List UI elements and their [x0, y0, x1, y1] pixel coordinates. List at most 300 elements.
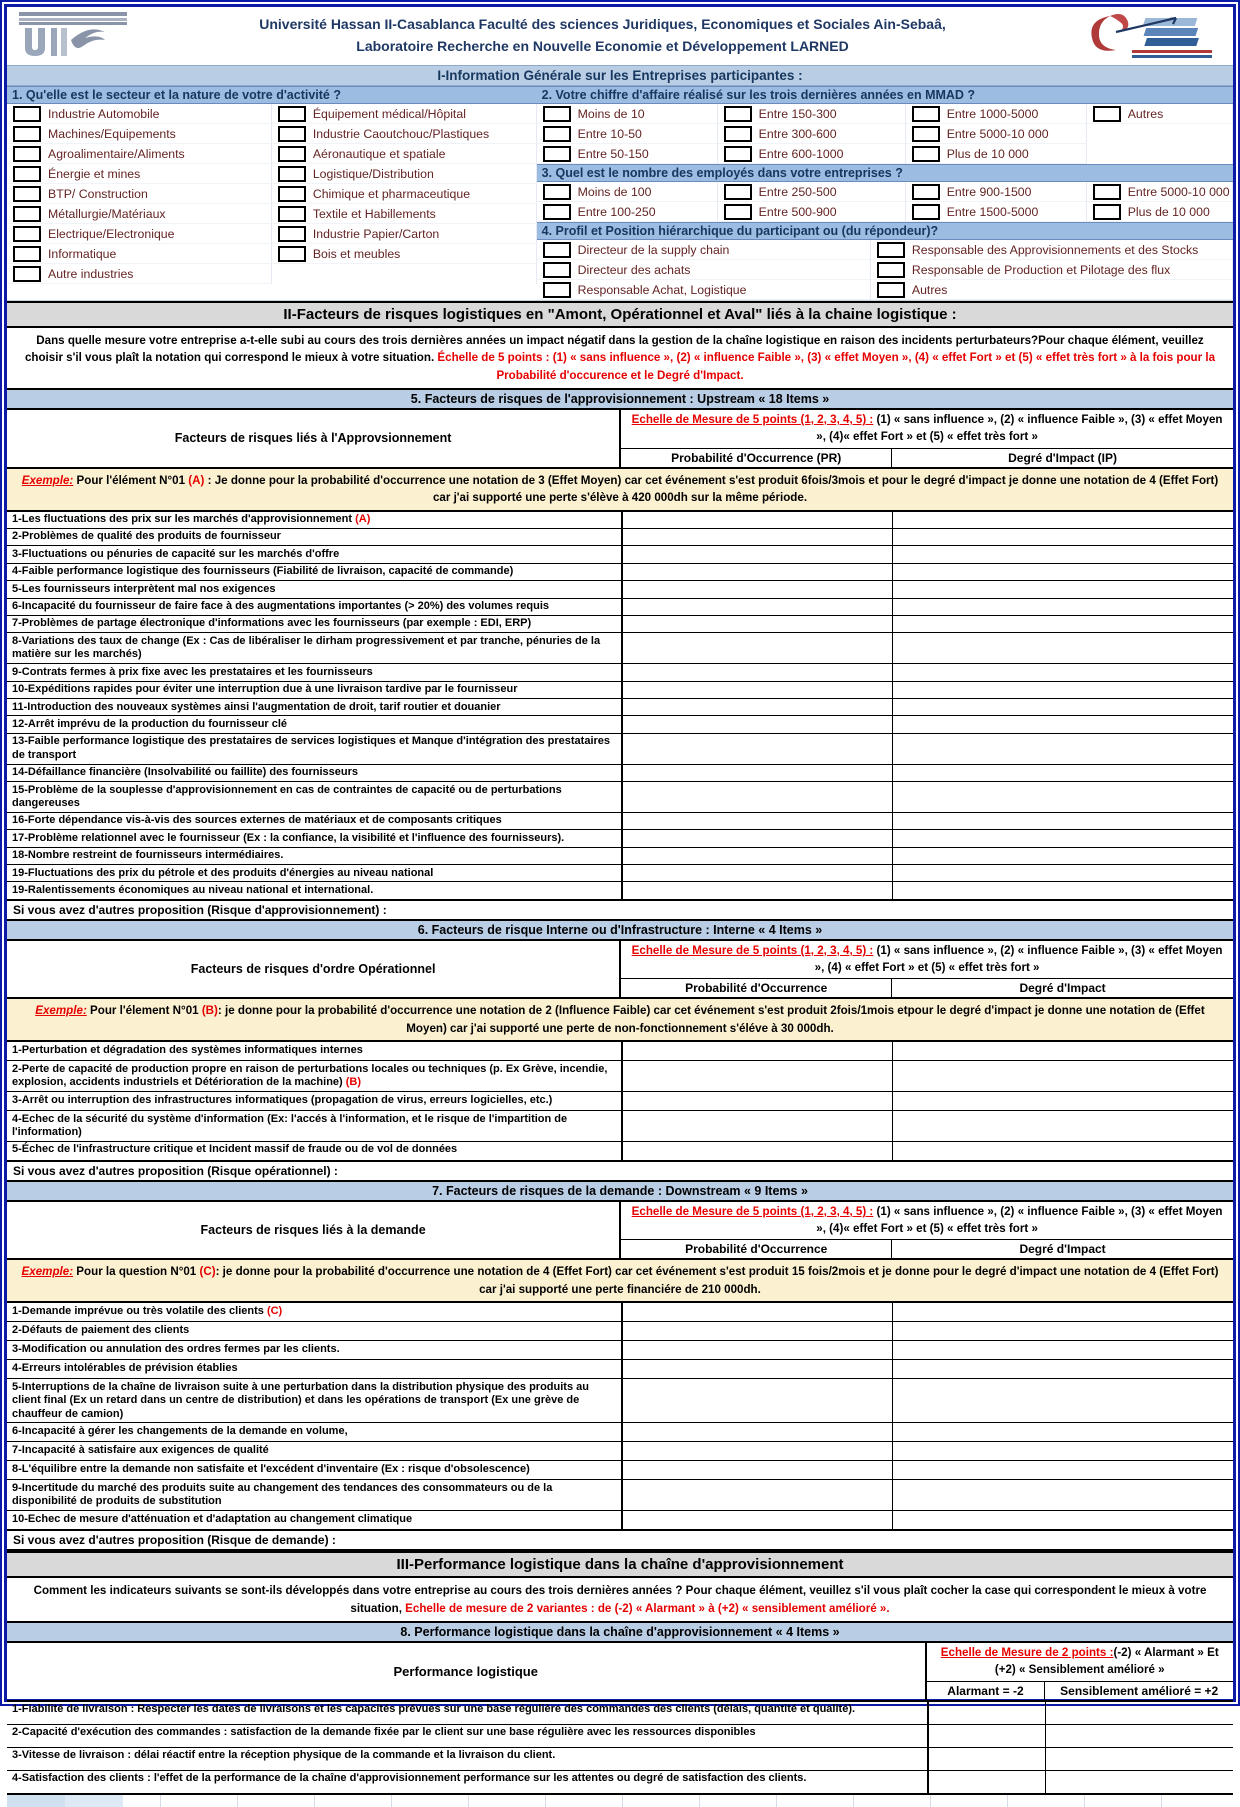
table7-probability-cell-3[interactable]	[621, 1341, 892, 1359]
table7-impact-cell-10[interactable]	[892, 1511, 1233, 1529]
table8-scale-red: Echelle de Mesure de 2 points :	[940, 1646, 1114, 1660]
table8-row-2	[7, 1725, 1233, 1748]
table5-impact-cell-4[interactable]	[892, 564, 1233, 580]
table6-probability-cell-1[interactable]	[621, 1042, 892, 1060]
q1-left-checkbox-6[interactable]	[13, 206, 41, 222]
q4-left-checkbox-1[interactable]	[543, 242, 571, 258]
table6-row-3	[7, 1092, 1233, 1111]
table7-band: 7. Facteurs de risques de la demande : Downstream « 9 Items »	[7, 1182, 1233, 1202]
table6-row-label: 3-Arrêt ou interruption des infrastructures informatiques (propagation de virus, erreurs logicielles, etc.)	[12, 1093, 553, 1106]
q1-right-option	[272, 164, 537, 184]
q2-c4-option-label: Autres	[1127, 106, 1164, 121]
table5-scale-header	[621, 410, 1233, 449]
table8-left-header: Performance logistique	[7, 1643, 927, 1700]
table6-example	[7, 999, 1233, 1042]
table5-impact-cell-12[interactable]	[892, 716, 1233, 732]
table5-row-14	[7, 765, 1233, 782]
q1-left-option	[7, 244, 272, 264]
q1-left-checkbox-9[interactable]	[13, 266, 41, 282]
table7-scale-red: Echelle de Mesure de 5 points (1, 2, 3, 4, 5) :	[631, 1204, 874, 1218]
section-ii-intro-black: Dans quelle mesure votre entreprise a-t-elle subi au cours des trois dernières années un impact négatif dans la gestion de la chaîne logistique en raison des incidents perturbateurs?Pour chaque élément, veuillez choisir s'il vous plaît la notation qui correspond le mieux à votre situation.	[24, 334, 1204, 365]
q3-c3-option	[906, 202, 1087, 222]
table5-row-label: 17-Problème relationnel avec le fournisseur (Ex : la confiance, la visibilité et l'influence des fournisseurs).	[12, 831, 565, 844]
table7-impact-cell-5[interactable]	[892, 1379, 1233, 1422]
example-text: Pour l'élement N°01	[86, 1004, 202, 1018]
table7-probability-cell-5[interactable]	[621, 1379, 892, 1422]
table7-impact-cell-6[interactable]	[892, 1423, 1233, 1441]
questions-2-3-4	[537, 86, 1233, 300]
q4-right-checkbox-2[interactable]	[877, 262, 905, 278]
table5-example	[7, 469, 1233, 512]
table5-row-label: 5-Les fournisseurs interprètent mal nos exigences	[12, 582, 276, 595]
table7-probability-cell-8[interactable]	[621, 1461, 892, 1479]
table8-alarmant-cell-4[interactable]	[927, 1771, 1046, 1793]
table6-pr-header: Probabilité d'Occurrence	[621, 979, 892, 997]
q1-right-checkbox-6[interactable]	[278, 206, 306, 222]
q1-left-option	[7, 124, 272, 144]
q2-c3-option-label: Entre 5000-10 000	[946, 126, 1049, 141]
q2-c2-option	[718, 144, 906, 164]
example-text: : je donne pour la probabilité d'occurrence une notation de 2 (Influence Faible) car cet événement s'est produit 2fois/1mois etpour le degré d'impact je donne une notation de (Effet Moyen) car j'ai supporté une perte de non-fonctionnement s'éléve à 30 000dh.	[217, 1004, 1205, 1035]
page-title	[133, 14, 1072, 57]
table6-row-label: 4-Echec de la sécurité du système d'information (Ex: l'accés à l'information, et le risque de l'impartition de l'information)	[12, 1112, 568, 1138]
table5-impact-cell-6[interactable]	[892, 599, 1233, 615]
table7-footer[interactable]: Si vous avez d'autres proposition (Risque de demande) :	[7, 1531, 1233, 1551]
table6-probability-cell-2[interactable]	[621, 1061, 892, 1091]
section-iii-band: III-Performance logistique dans la chaîne d'approvisionnement	[7, 1551, 1233, 1578]
table7-impact-cell-8[interactable]	[892, 1461, 1233, 1479]
table7-row-1	[7, 1303, 1233, 1322]
q2-c2-checkbox-1[interactable]	[724, 106, 752, 122]
q3-c3-option-label: Entre 1500-5000	[946, 204, 1039, 219]
q1-right-checkbox-2[interactable]	[278, 126, 306, 142]
q1-left-option-label: BTP/ Construction	[48, 186, 148, 201]
table5-row-3	[7, 546, 1233, 563]
q1-right-option-label: Équipement médical/Hôpital	[312, 106, 466, 121]
q2-c2-option-label: Entre 600-1000	[758, 146, 844, 161]
q1-left-option	[7, 264, 272, 284]
table5-row-13	[7, 734, 1233, 765]
table5-impact-cell-1[interactable]	[892, 512, 1233, 528]
table5-probability-cell-19[interactable]	[621, 865, 892, 881]
table5-row-1	[7, 512, 1233, 529]
table7-row-3	[7, 1341, 1233, 1360]
table5-footer[interactable]: Si vous avez d'autres proposition (Risque d'approvisionnement) :	[7, 901, 1233, 921]
table7-row-label: 2-Défauts de paiement des clients	[12, 1323, 190, 1336]
table5-probability-cell-11[interactable]	[621, 699, 892, 715]
q1-right-option-label: Chimique et pharmaceutique	[312, 186, 471, 201]
table5-ip-header: Degré d'Impact (IP)	[1008, 450, 1117, 465]
q1-left-checkbox-8[interactable]	[13, 246, 41, 262]
q3-c1-checkbox-1[interactable]	[543, 184, 571, 200]
table7-impact-cell-2[interactable]	[892, 1322, 1233, 1340]
table7-row-label: 4-Erreurs intolérables de prévision établies	[12, 1361, 238, 1374]
table7-row-6	[7, 1423, 1233, 1442]
table5-row-label: 11-Introduction des nouveaux systèmes ainsi l'augmentation de droit, tarif routier et douanier	[12, 700, 501, 713]
q1-right-option-label: Bois et meubles	[312, 246, 401, 261]
row-marker: (B)	[345, 1076, 362, 1089]
table5-row-12	[7, 716, 1233, 733]
table6-probability-cell-5[interactable]	[621, 1142, 892, 1160]
table8-ameliore-cell-3[interactable]	[1045, 1748, 1233, 1770]
q4-left-option-label: Responsable Achat, Logistique	[577, 282, 747, 297]
table6-row-label: 5-Échec de l'infrastructure critique et Incident massif de fraude ou de vol de données	[12, 1143, 458, 1156]
table7-probability-cell-7[interactable]	[621, 1442, 892, 1460]
table6-header	[7, 941, 1233, 1000]
q1-right-option-label: Aéronautique et spatiale	[312, 146, 446, 161]
example-label: Exemple:	[35, 1004, 87, 1018]
table7-row-label: 3-Modification ou annulation des ordres fermes par les clients.	[12, 1342, 340, 1355]
q1-right-option	[272, 144, 537, 164]
q1-right-option	[272, 184, 537, 204]
table6-impact-cell-5[interactable]	[892, 1142, 1233, 1160]
table8-alarmant-cell-2[interactable]	[927, 1725, 1046, 1747]
title-line-2: Laboratoire Recherche en Nouvelle Economie et Développement LARNED	[356, 38, 849, 54]
table5-probability-cell-18[interactable]	[621, 848, 892, 864]
q4-left-option	[537, 260, 871, 280]
table5-probability-cell-20[interactable]	[621, 882, 892, 898]
table6-scale-black: (1) « sans influence », (2) « influence Faible », (3) « effet Moyen », (4) « effet Fort » et (5) « effet très fort »	[814, 943, 1223, 974]
table6-row-label: 2-Perte de capacité de production propre en raison de perturbations locales ou techniques (p. Ex Grève, incendie, explosion, accidents industriels et Détérioration de la machine) (B)	[12, 1062, 608, 1089]
table8-ameliore-cell-4[interactable]	[1045, 1771, 1233, 1793]
q4-left-option	[537, 240, 871, 260]
q1-right-option	[272, 124, 537, 144]
table8-row-label: 2-Capacité d'exécution des commandes : satisfaction de la demande fixée par le client sur une base régulière avec les ressources disponibles	[12, 1726, 756, 1739]
q1-left-option-label: Electrique/Electronique	[48, 226, 175, 241]
q1-left-checkbox-3[interactable]	[13, 146, 41, 162]
q1-left-option-label: Machines/Equipements	[48, 126, 176, 141]
q3-c3-checkbox-2[interactable]	[912, 204, 940, 220]
table5-scale-black: (1) « sans influence », (2) « influence Faible », (3) « effet Moyen », (4)« effet Fort » et (5) « effet très fort »	[816, 413, 1223, 443]
table5-row-label: 8-Variations des taux de change (Ex : Cas de libéraliser le dirham progressivement et par tranche, pénuries de la matière sur les marchés)	[12, 634, 601, 661]
q3-c4-checkbox-2[interactable]	[1093, 204, 1121, 220]
table5-probability-cell-8[interactable]	[621, 633, 892, 663]
table5-row-11	[7, 699, 1233, 716]
q4-right-option	[871, 240, 1233, 260]
example-marker: (B)	[201, 1004, 218, 1018]
q2-c2-checkbox-2[interactable]	[724, 126, 752, 142]
q1-left-checkbox-4[interactable]	[13, 166, 41, 182]
table5-row-label: 7-Problèmes de partage électronique d'informations avec les fournisseurs (par exemple : EDI, ERP)	[12, 617, 532, 630]
q3-c2-checkbox-1[interactable]	[724, 184, 752, 200]
table5-row-18	[7, 848, 1233, 865]
table5-impact-cell-19[interactable]	[892, 865, 1233, 881]
q3-c1-checkbox-2[interactable]	[543, 204, 571, 220]
table5-band: 5. Facteurs de risques de l'approvisionnement : Upstream « 18 Items »	[7, 390, 1233, 410]
q2-c1-checkbox-1[interactable]	[543, 106, 571, 122]
table5-probability-cell-1[interactable]	[621, 512, 892, 528]
table5-row-label: 6-Incapacité du fournisseur de faire face à des augmentations importantes (> 20%) des volumes requis	[12, 600, 550, 613]
table5-probability-cell-5[interactable]	[621, 581, 892, 597]
q1-right-checkbox-1[interactable]	[278, 106, 306, 122]
table8-alarmant-cell-3[interactable]	[927, 1748, 1046, 1770]
q2-c2-option-label: Entre 150-300	[758, 106, 837, 121]
q2-c3-option-label: Plus de 10 000	[946, 146, 1029, 161]
table8-header	[7, 1643, 1233, 1702]
q3-c3-checkbox-1[interactable]	[912, 184, 940, 200]
table5-row-5	[7, 581, 1233, 598]
example-text: Pour l'élément N°01	[73, 473, 189, 487]
table6-scale-header	[621, 941, 1233, 980]
table7-probability-cell-4[interactable]	[621, 1360, 892, 1378]
example-label: Exemple:	[21, 473, 74, 487]
bottom-grid-strip	[7, 1795, 1233, 1807]
table5-impact-cell-8[interactable]	[892, 633, 1233, 663]
q2-c2-option-label: Entre 300-600	[758, 126, 837, 141]
table8-row-1	[7, 1702, 1233, 1725]
table5-impact-cell-20[interactable]	[892, 882, 1233, 898]
table5-probability-cell-14[interactable]	[621, 765, 892, 781]
table7-impact-cell-7[interactable]	[892, 1442, 1233, 1460]
q1-right-option-label: Industrie Papier/Carton	[312, 226, 440, 241]
table7-header	[7, 1202, 1233, 1261]
table7-impact-cell-4[interactable]	[892, 1360, 1233, 1378]
table5-impact-cell-18[interactable]	[892, 848, 1233, 864]
q1-right-option	[272, 224, 537, 244]
q1-right-checkbox-4[interactable]	[278, 166, 306, 182]
table7-row-8	[7, 1461, 1233, 1480]
table5-row-label: 15-Problème de la souplesse d'approvisionnement en cas de contraintes de capacité ou de perturbations dangereuses	[12, 783, 562, 809]
table5-row-19	[7, 865, 1233, 882]
q2-c2-option	[718, 124, 906, 144]
table7-row-9	[7, 1480, 1233, 1511]
question-3-title: 3. Quel est le nombre des employés dans votre entreprises ?	[537, 164, 1233, 182]
table8-ameliore-header: Sensiblement amélioré = +2	[1060, 1683, 1219, 1698]
q2-c4-option	[1087, 124, 1233, 144]
q3-c4-option	[1087, 202, 1233, 222]
table6-impact-cell-1[interactable]	[892, 1042, 1233, 1060]
q4-left-checkbox-3[interactable]	[543, 282, 571, 298]
table5-impact-cell-14[interactable]	[892, 765, 1233, 781]
table5-row-7	[7, 616, 1233, 633]
q3-c1-option-label: Entre 100-250	[577, 204, 656, 219]
question-1-options	[7, 104, 537, 284]
table5-impact-cell-5[interactable]	[892, 581, 1233, 597]
q2-c3-option-label: Entre 1000-5000	[946, 106, 1039, 121]
table5-row-label: 2-Problèmes de qualité des produits de fournisseur	[12, 530, 281, 543]
q1-left-option	[7, 224, 272, 244]
general-info-grid	[7, 86, 1233, 301]
example-marker: (A)	[188, 473, 205, 487]
table5-row-8	[7, 633, 1233, 664]
q3-c2-checkbox-2[interactable]	[724, 204, 752, 220]
q2-c4-option	[1087, 144, 1233, 164]
q4-right-checkbox-1[interactable]	[877, 242, 905, 258]
section-ii-intro	[7, 328, 1233, 390]
table7-probability-cell-2[interactable]	[621, 1322, 892, 1340]
table7-left-header: Facteurs de risques liés à la demande	[7, 1202, 621, 1259]
q2-c1-checkbox-3[interactable]	[543, 146, 571, 162]
q1-left-option-label: Énergie et mines	[48, 166, 141, 181]
q1-right-checkbox-8[interactable]	[278, 246, 306, 262]
q1-left-option	[7, 204, 272, 224]
table5-impact-cell-3[interactable]	[892, 546, 1233, 562]
table7-example	[7, 1260, 1233, 1303]
table7-row-label: 10-Echec de mesure d'atténuation et d'adaptation au changement climatique	[12, 1512, 413, 1525]
table7-probability-cell-10[interactable]	[621, 1511, 892, 1529]
q2-c3-option	[906, 144, 1087, 164]
table5-row-label: 13-Faible performance logistique des prestataires de services logistiques et Manque d'intégration des prestataires de transport	[12, 735, 611, 761]
q1-left-checkbox-7[interactable]	[13, 226, 41, 242]
q3-c1-option-label: Moins de 100	[577, 184, 652, 199]
table8-row-label: 4-Satisfaction des clients : l'effet de la performance de la chaîne d'approvisionnement performance sur les attentes ou degré de satisfaction des clients.	[12, 1772, 807, 1785]
table6-impact-cell-4[interactable]	[892, 1111, 1233, 1141]
q1-right-checkbox-3[interactable]	[278, 146, 306, 162]
q2-c3-option	[906, 104, 1087, 124]
table5-header	[7, 410, 1233, 469]
q3-c1-option	[537, 182, 718, 202]
section-iii-intro-red: Echelle de mesure de 2 variantes : de (-2) « Alarmant » à (+2) « sensiblement amélioré ».	[405, 1601, 890, 1615]
table5-probability-cell-2[interactable]	[621, 529, 892, 545]
table5-probability-cell-7[interactable]	[621, 616, 892, 632]
table5-row-label: 16-Forte dépendance vis-à-vis des sources externes de matériaux et de composants critiques	[12, 814, 502, 827]
table7-impact-cell-3[interactable]	[892, 1341, 1233, 1359]
table7-impact-cell-1[interactable]	[892, 1303, 1233, 1321]
table5-impact-cell-13[interactable]	[892, 734, 1233, 764]
table5-left-header: Facteurs de risques liés à l'Approvsionnement	[7, 410, 621, 467]
table7-row-5	[7, 1379, 1233, 1423]
table5-probability-cell-9[interactable]	[621, 664, 892, 680]
table5-impact-cell-17[interactable]	[892, 830, 1233, 846]
table8-ameliore-cell-2[interactable]	[1045, 1725, 1233, 1747]
question-2-options	[537, 104, 1233, 164]
table5-impact-cell-2[interactable]	[892, 529, 1233, 545]
table8-alarmant-cell-1[interactable]	[927, 1702, 1046, 1724]
q4-right-option-label: Responsable des Approvisionnements et des Stocks	[911, 242, 1199, 257]
q2-c3-checkbox-3[interactable]	[912, 146, 940, 162]
table8-row-4	[7, 1771, 1233, 1795]
table5-probability-cell-10[interactable]	[621, 682, 892, 698]
table5-impact-cell-16[interactable]	[892, 813, 1233, 829]
table7-pr-header: Probabilité d'Occurrence	[621, 1240, 892, 1258]
table6-footer[interactable]: Si vous avez d'autres proposition (Risque opérationnel) :	[7, 1162, 1233, 1182]
q1-right-option	[272, 204, 537, 224]
q1-left-option	[7, 184, 272, 204]
table5-probability-cell-16[interactable]	[621, 813, 892, 829]
q3-c2-option	[718, 182, 906, 202]
q3-c4-checkbox-1[interactable]	[1093, 184, 1121, 200]
table7-row-label: 8-L'équilibre entre la demande non satisfaite et l'excédent d'inventaire (Ex : risque d'obsolescence)	[12, 1462, 530, 1475]
q4-left-option-label: Directeur de la supply chain	[577, 242, 730, 257]
table5-impact-cell-9[interactable]	[892, 664, 1233, 680]
question-3-options	[537, 182, 1233, 222]
table6-row-2	[7, 1061, 1233, 1092]
q1-right-checkbox-7[interactable]	[278, 226, 306, 242]
table5-scale-red: Echelle de Mesure de 5 points (1, 2, 3, 4, 5) :	[631, 413, 874, 427]
table5-probability-cell-17[interactable]	[621, 830, 892, 846]
section-iii-intro-black: Comment les indicateurs suivants se sont-ils développés dans votre entreprise au cours des trois dernières années ? Pour chaque élément, veuillez s'il vous plaît cocher la case qui correspondent le mieux à votre situation,	[33, 1584, 1207, 1615]
section-ii-intro-red: Échelle de 5 points : (1) « sans influence », (2) « influence Faible », (3) « effet Moyen », (4) « effet Fort » et (5) « effet très fort » à la fois pour la Probabilité d'occurence et le Degré d'Impact.	[437, 351, 1216, 382]
q4-left-checkbox-2[interactable]	[543, 262, 571, 278]
table5-impact-cell-7[interactable]	[892, 616, 1233, 632]
table5-row-label: 9-Contrats fermes à prix fixe avec les prestataires et les fournisseurs	[12, 665, 373, 678]
larned-lab-logo	[1072, 10, 1227, 62]
q2-c3-checkbox-2[interactable]	[912, 126, 940, 142]
table5-probability-cell-3[interactable]	[621, 546, 892, 562]
table6-impact-cell-3[interactable]	[892, 1092, 1233, 1110]
table5-impact-cell-15[interactable]	[892, 782, 1233, 812]
table5-probability-cell-4[interactable]	[621, 564, 892, 580]
q1-left-option-label: Métallurgie/Matériaux	[48, 206, 166, 221]
table6-scale-red: Echelle de Mesure de 5 points (1, 2, 3, 4, 5) :	[631, 943, 874, 957]
table5-row-label: 18-Nombre restreint de fournisseurs intermédiaires.	[12, 849, 284, 862]
q3-c4-option-label: Entre 5000-10 000	[1127, 184, 1230, 199]
section-ii-band: II-Facteurs de risques logistiques en "Amont, Opérationnel et Aval" liés à la chaine logistique :	[7, 301, 1233, 328]
q2-c4-checkbox-1[interactable]	[1093, 106, 1121, 122]
q2-c1-option-label: Moins de 10	[577, 106, 645, 121]
q1-left-option-label: Agroalimentaire/Aliments	[48, 146, 185, 161]
table5-row-label: 3-Fluctuations ou pénuries de capacité sur les marchés d'offre	[12, 547, 340, 560]
q1-left-checkbox-2[interactable]	[13, 126, 41, 142]
table6-impact-cell-2[interactable]	[892, 1061, 1233, 1091]
table7-row-label: 7-Incapacité à satisfaire aux exigences de qualité	[12, 1443, 269, 1456]
table5-row-17	[7, 830, 1233, 847]
table5-row-label: 14-Défaillance financière (Insolvabilité ou faillite) des fournisseurs	[12, 766, 358, 779]
q2-c1-option-label: Entre 10-50	[577, 126, 642, 141]
table5-row-10	[7, 682, 1233, 699]
table5-impact-cell-10[interactable]	[892, 682, 1233, 698]
q2-c1-option-label: Entre 50-150	[577, 146, 649, 161]
table6-probability-cell-3[interactable]	[621, 1092, 892, 1110]
example-text: : je donne pour la probabilité d'occurrence une notation de 4 (Effet Fort) car cet événement s'est produit 15 fois/2mois et je donne pour le degré d'impact une notation de 4 (Effet Fort) car j'ai supporté une perte financiére de 210 000dh.	[215, 1265, 1219, 1296]
questionnaire	[4, 4, 1236, 1785]
table5-probability-cell-12[interactable]	[621, 716, 892, 732]
table5-impact-cell-11[interactable]	[892, 699, 1233, 715]
q1-left-option	[7, 164, 272, 184]
table8-alarmant-header: Alarmant = -2	[927, 1682, 1046, 1700]
q1-right-option-label: Logistique/Distribution	[312, 166, 434, 181]
q1-right-checkbox-5[interactable]	[278, 186, 306, 202]
table6-rows	[7, 1042, 1233, 1162]
q1-right-option	[272, 264, 537, 284]
question-1	[7, 86, 537, 300]
table5-row-label: 1-Les fluctuations des prix sur les marchés d'approvisionnement (A)	[12, 513, 371, 526]
example-text: : Je donne pour la probabilité d'occurrence une notation de 3 (Effet Moyen) car cet événement s'est produit 6fois/3mois et pour le degré d'impact je donne une notation de 4 (Effet Fort) car j'ai supporté une perte s'élève à 420 000dh sur la même période.	[204, 473, 1219, 505]
q2-c1-checkbox-2[interactable]	[543, 126, 571, 142]
table6-probability-cell-4[interactable]	[621, 1111, 892, 1141]
q4-right-option	[871, 260, 1233, 280]
q1-left-checkbox-1[interactable]	[13, 106, 41, 122]
q3-c1-option	[537, 202, 718, 222]
example-label: Exemple:	[21, 1265, 74, 1279]
table6-ip-header: Degré d'Impact	[1019, 981, 1106, 996]
table8-row-label: 1-Fiabilité de livraison : Respecter les dates de livraisons et les capacités prévues sur une base régulière des commandes des clients (délais, quantité et qualité).	[12, 1703, 856, 1716]
q4-right-checkbox-3[interactable]	[877, 282, 905, 298]
table8-ameliore-cell-1[interactable]	[1045, 1702, 1233, 1724]
table5-probability-cell-6[interactable]	[621, 599, 892, 615]
q4-right-option-label: Autres	[911, 282, 948, 297]
q3-c3-option-label: Entre 900-1500	[946, 184, 1032, 199]
table7-probability-cell-6[interactable]	[621, 1423, 892, 1441]
q2-c2-checkbox-3[interactable]	[724, 146, 752, 162]
table7-probability-cell-9[interactable]	[621, 1480, 892, 1510]
table5-row-4	[7, 564, 1233, 581]
table7-probability-cell-1[interactable]	[621, 1303, 892, 1321]
table5-pr-header: Probabilité d'Occurrence (PR)	[621, 449, 892, 467]
q3-c2-option-label: Entre 250-500	[758, 184, 837, 199]
question-4-title: 4. Profil et Position hiérarchique du participant ou (du répondeur)?	[537, 222, 1233, 240]
table6-row-1	[7, 1042, 1233, 1061]
title-line-1: Université Hassan II-Casablanca Faculté des sciences Juridiques, Economiques et Sociales Ain-Sebaâ,	[259, 16, 946, 33]
q1-left-checkbox-5[interactable]	[13, 186, 41, 202]
table5-probability-cell-15[interactable]	[621, 782, 892, 812]
example-marker: (C)	[199, 1265, 216, 1279]
table7-impact-cell-9[interactable]	[892, 1480, 1233, 1510]
q2-c3-option	[906, 124, 1087, 144]
table5-probability-cell-13[interactable]	[621, 734, 892, 764]
q2-c3-checkbox-1[interactable]	[912, 106, 940, 122]
table8-row-3	[7, 1748, 1233, 1771]
